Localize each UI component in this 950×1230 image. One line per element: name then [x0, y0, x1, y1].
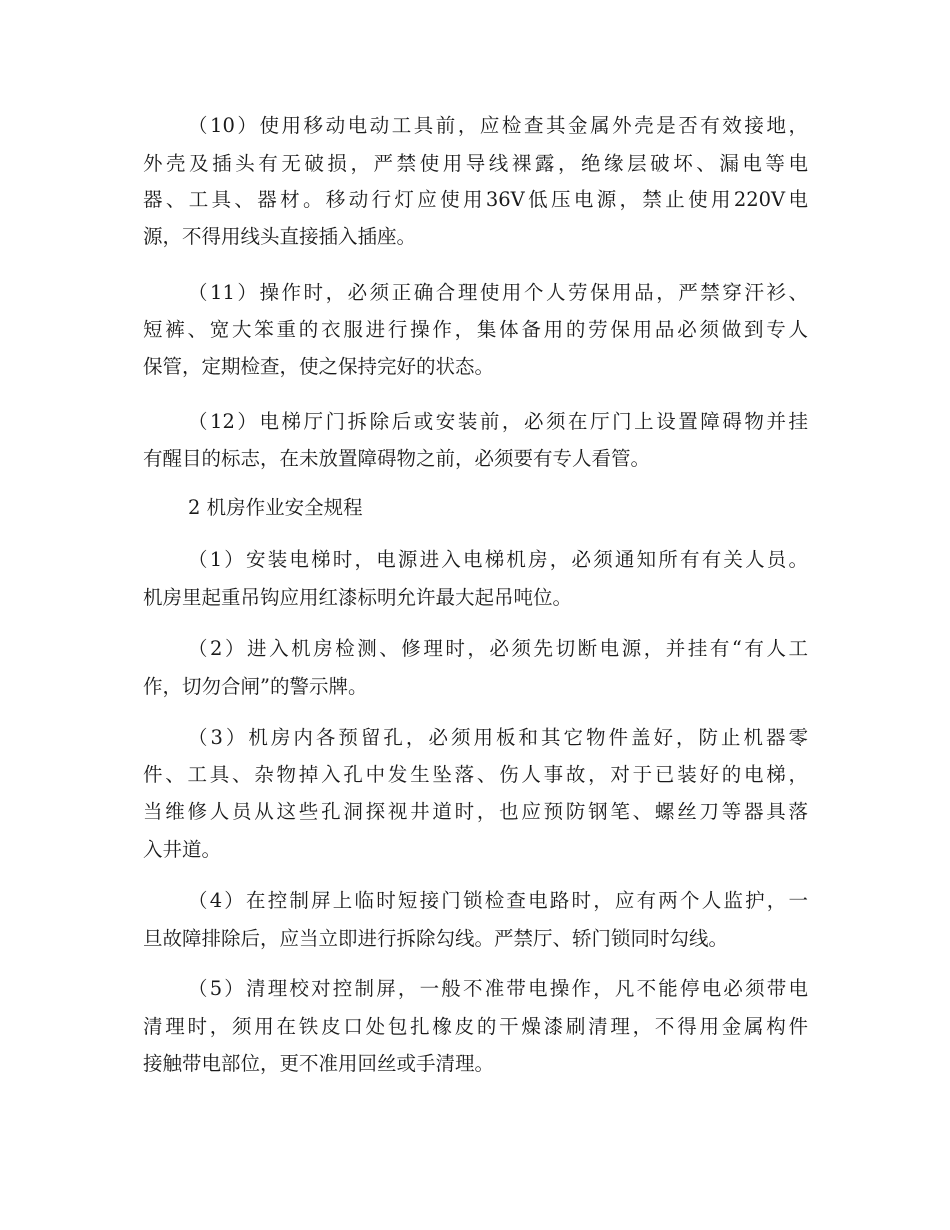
paragraph-line: 机房里起重吊钩应用红漆标明允许最大起吊吨位。	[143, 586, 573, 609]
paragraph-line: 旦故障排除后，应当立即进行拆除勾线。严禁厅、轿门锁同时勾线。	[143, 927, 729, 950]
paragraph-line: （3）机房内各预留孔，必须用板和其它物件盖好，防止机器零	[188, 726, 808, 749]
paragraph-line: 外壳及插头有无破损，严禁使用导线裸露，绝缘层破坏、漏电等电	[143, 152, 808, 175]
paragraph-line: （4）在控制屏上临时短接门锁检查电路时，应有两个人监护，一	[188, 889, 808, 912]
paragraph-line: （12）电梯厅门拆除后或安装前，必须在厅门上设置障碍物并挂	[188, 410, 808, 433]
paragraph-line: 接触带电部位，更不准用回丝或手清理。	[143, 1052, 495, 1075]
paragraph-line: （1）安装电梯时，电源进入电梯机房，必须通知所有有关人员。	[188, 548, 808, 571]
paragraph-line: 保管，定期检查，使之保持完好的状态。	[143, 355, 495, 378]
paragraph-line: 件、工具、杂物掉入孔中发生坠落、伤人事故，对于已装好的电梯，	[143, 763, 808, 786]
paragraph-line: 源，不得用线头直接插入插座。	[143, 225, 417, 248]
paragraph-line: （5）清理校对控制屏，一般不准带电操作，凡不能停电必须带电	[188, 977, 808, 1000]
paragraph-line: 有醒目的标志，在未放置障碍物之前，必须要有专人看管。	[143, 447, 651, 470]
paragraph-line: 作，切勿合闸”的警示牌。	[143, 675, 368, 698]
paragraph-line: （10）使用移动电动工具前，应检查其金属外壳是否有效接地，	[188, 114, 808, 137]
paragraph-line: （11）操作时，必须正确合理使用个人劳保用品，严禁穿汗衫、	[188, 281, 808, 304]
paragraph-line: 短裤、宽大笨重的衣服进行操作，集体备用的劳保用品必须做到专人	[143, 318, 808, 341]
paragraph-line: 器、工具、器材。移动行灯应使用36V低压电源，禁止使用220V电	[143, 188, 808, 211]
section-heading-text: 2 机房作业安全规程	[188, 496, 363, 519]
paragraph-line: （2）进入机房检测、修理时，必须先切断电源，并挂有“有人工	[188, 637, 808, 660]
paragraph-line: 入井道。	[143, 838, 222, 861]
paragraph-line: 当维修人员从这些孔洞探视井道时，也应预防钢笔、螺丝刀等器具落	[143, 800, 808, 823]
paragraph-line: 清理时，须用在铁皮口处包扎橡皮的干燥漆刷清理，不得用金属构件	[143, 1015, 808, 1038]
